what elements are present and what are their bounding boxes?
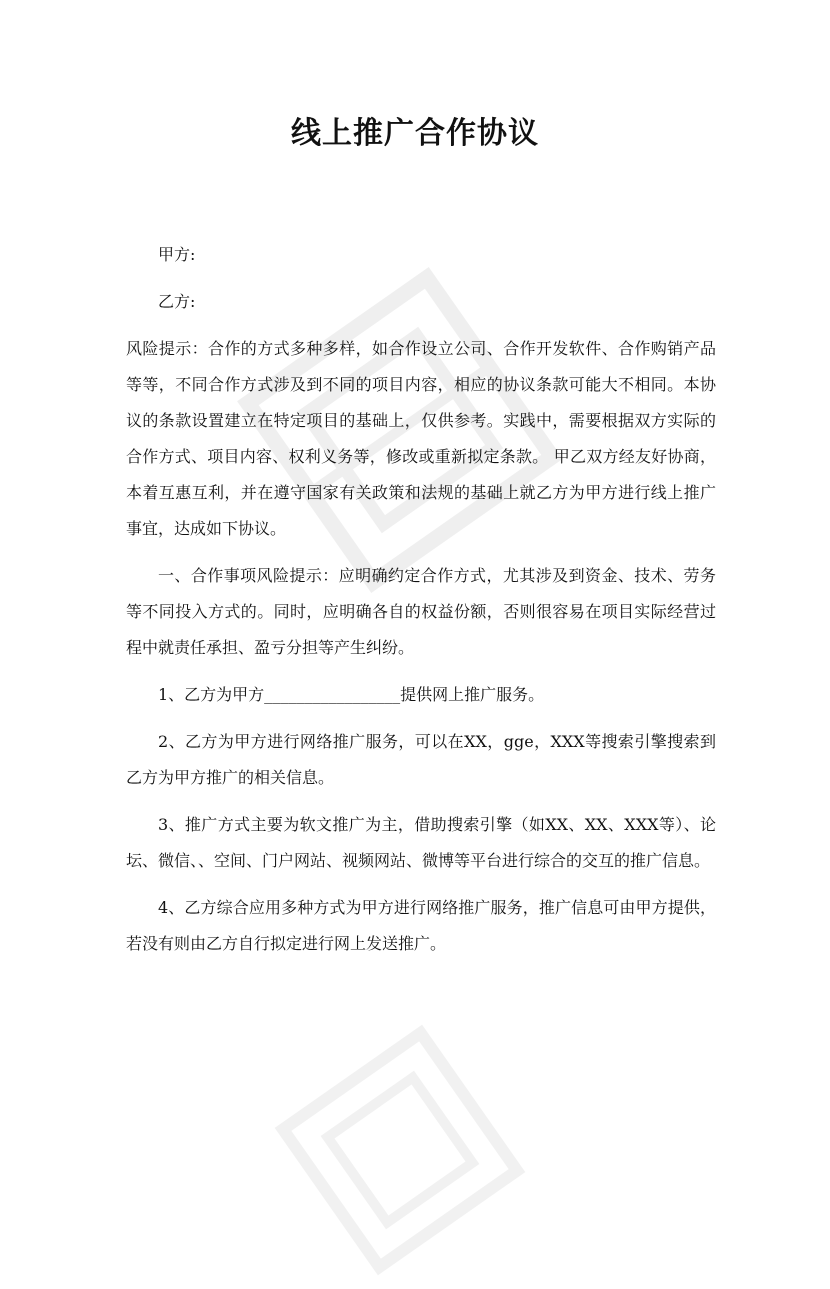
clause-3-paragraph: 3、推广方式主要为软文推广为主，借助搜索引擎（如XX、XX、XXX等）、论坛、微信、、空间、门户网站、视频网站、微博等平台进行综合的交互的推广信息。 <box>126 815 716 870</box>
document-body <box>126 237 716 973</box>
clause-2-paragraph: 2、乙方为甲方进行网络推广服务，可以在XX，gge，XXX等搜索引擎搜索到乙方为甲方推广的相关信息。 <box>126 732 716 787</box>
section-1-intro-paragraph: 一、合作事项风险提示：应明确约定合作方式，尤其涉及到资金、技术、劳务等不同投入方式的。同时，应明确各自的权益份额，否则很容易在项目实际经营过程中就责任承担、盈亏分担等产生纠纷。 <box>126 566 716 657</box>
document-title: 线上推广合作协议 <box>291 116 539 151</box>
party-a-line: 甲方: <box>158 245 196 264</box>
risk-intro-paragraph: 风险提示：合作的方式多种多样，如合作设立公司、合作开发软件、合作购销产品等等，不同合作方式涉及到不同的项目内容，相应的协议条款可能大不相同。本协议的条款设置建立在特定项目的基础上，仅供参考。实践中，需要根据双方实际的合作方式、项目内容、权利义务等，修改或重新拟定条款。 甲乙双方经友好协商，本着互惠互利，并在遵守国家有关政策和法规的基础上就乙方为甲方进行线上推广事宜，达成如下协议。 <box>126 339 716 538</box>
clause-4-paragraph: 4、乙方综合应用多种方式为甲方进行网络推广服务，推广信息可由甲方提供，若没有则由乙方自行拟定进行网上发送推广。 <box>126 898 716 953</box>
clause-1-paragraph: 1、乙方为甲方_________________提供网上推广服务。 <box>158 685 545 704</box>
watermark-icon <box>261 1011 540 1289</box>
party-b-line: 乙方: <box>158 292 196 311</box>
